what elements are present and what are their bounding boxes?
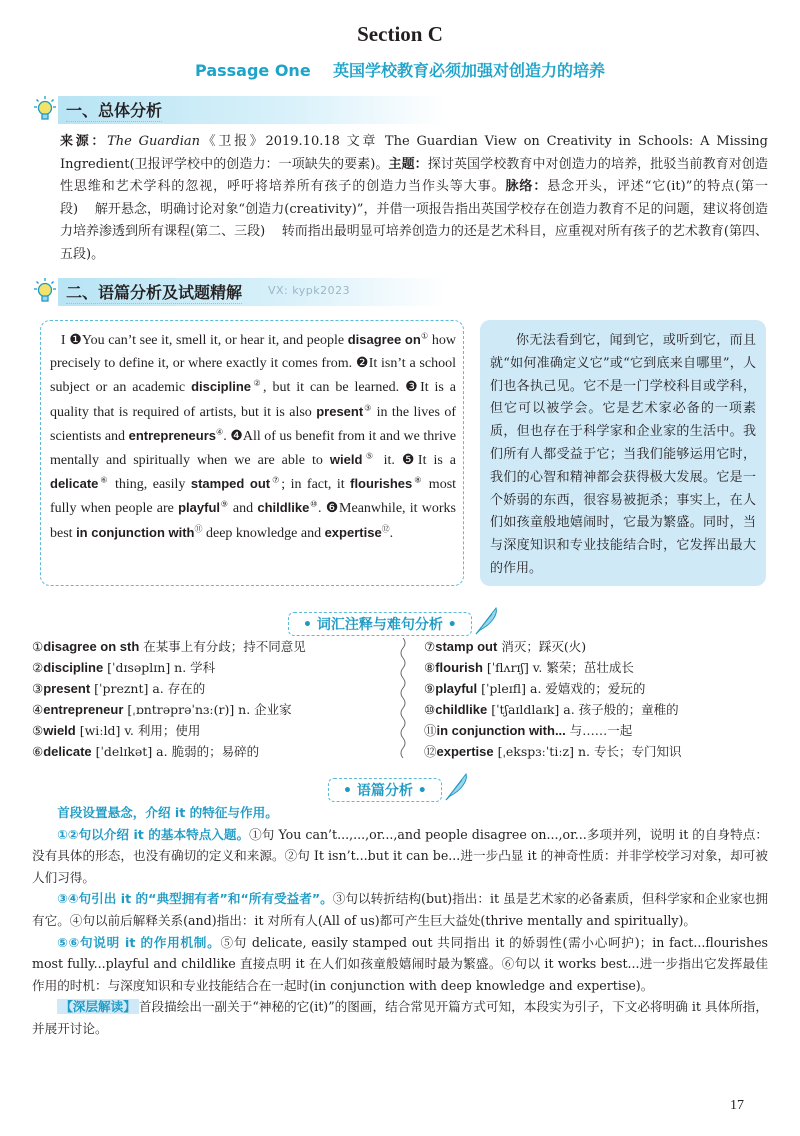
sentence-number: ❺ (401, 453, 418, 469)
context-text-3: 转而指出最明显可培养创造力的还是艺术科目，应重视对所有孩子的艺术教育(第四、五段)。 (60, 224, 768, 262)
section-title: Section C (357, 22, 443, 46)
passage-span: It is a (417, 453, 457, 469)
vocab-definition: [ˈpreznt] a. 存在的 (90, 681, 206, 696)
vocab-number: ⑩ (424, 702, 436, 717)
note-ref: ④ (216, 427, 224, 437)
vocab-word: wield (329, 452, 363, 468)
note-ref: ① (420, 331, 429, 341)
vocab-number: ⑨ (424, 681, 436, 696)
vocab-definition: [wiːld] v. 利用；使用 (75, 723, 201, 738)
discourse-heading: • 语篇分析 • (328, 778, 442, 802)
vocab-number: ⑥ (32, 744, 44, 759)
lightbulb-icon (32, 95, 58, 125)
vocab-list-right (424, 636, 774, 762)
passage-span: ; in fact, it (281, 477, 351, 493)
vocab-word: delicate (50, 476, 99, 492)
vocab-term: discipline (43, 660, 104, 675)
vocab-word: disagree on (347, 332, 421, 347)
passage-span: , but it can be learned. (263, 380, 406, 396)
passage-span: in the lives of scientists and (50, 404, 456, 444)
note-ref: ⑧ (412, 475, 424, 485)
point-1-text: ①句 You can’t...,...,or...,and people disagree on...,or...多项并列，说明 it 的自身特点：没有具体的形态，也没有确切的定义和来源。②句 It isn’t...but it can be...进一步凸显 it 的神奇性质：并非学校学习对象，却可被人们习得。 (32, 826, 768, 885)
point-3-heading: ⑤⑥句说明 it 的作用机制。 (57, 934, 221, 950)
vocab-definition: 与……一起 (565, 723, 633, 738)
vocab-entry (424, 720, 774, 741)
vocab-number: ⑧ (424, 660, 436, 675)
vocab-word: discipline (191, 379, 252, 395)
point-1-heading: ①②句以介绍 it 的基本特点入题。 (57, 826, 250, 842)
discourse-analysis (32, 802, 768, 1040)
note-ref: ⑫ (381, 523, 390, 533)
vocab-entry (424, 678, 774, 699)
point-3-text: ⑤句 delicate, easily stamped out 共同指出 it 的娇弱性(需小心呵护)；in fact...flourishes most fully...playful and childlike 直接点明 it 在人们如孩童般嬉闹时最为繁盛。⑥句以 it works best...进一步指出它发挥最佳作用的时机：与深度知识和专业技能结合在一起时(in conjunction with deep knowledge and expertise)。 (32, 934, 768, 993)
theme-label: 主题： (388, 156, 428, 172)
sentence-number: ❶ (69, 333, 82, 348)
vocab-definition: [ˌekspɜːˈtiːz] n. 专长；专门知识 (493, 744, 682, 759)
vocab-number: ④ (32, 702, 44, 717)
vocab-definition: 消灭；踩灭(火) (497, 639, 587, 654)
vocab-definition: 在某事上有分歧；持不同意见 (139, 639, 306, 654)
note-ref: ⑥ (98, 475, 110, 485)
vocab-definition: [ˈtʃaɪldlaɪk] a. 孩子般的；童稚的 (487, 702, 679, 717)
passage-span: It isn’t a school subject or an academic (50, 356, 456, 396)
note-ref: ⑦ (270, 475, 282, 485)
analysis-heading: 二、语篇分析及试题精解 (66, 280, 242, 304)
vocab-entry (32, 699, 392, 720)
page-number: 17 (730, 1098, 744, 1113)
overview-heading: 一、总体分析 (66, 98, 162, 122)
vocab-entry (424, 657, 774, 678)
vocab-word: present (316, 403, 364, 419)
vocab-number: ⑤ (32, 723, 44, 738)
passage-span: deep knowledge and (202, 525, 325, 541)
translation-text: 你无法看到它，闻到它，或听到它，而且就“如何准确定义它”或“它到底来自哪里”，人们也各执己见。它不是一门学校科目或学科，但它可以被学会。它是艺术家必备的一项素质，但也存在于科学家和企业家的生活中。我们所有人都受益于它；当我们能够运用它时，我们的心智和精神都会获得极大发展。它是一个娇弱的东西，很容易被扼杀；事实上，在人们如孩童般地嬉闹时，它最为繁盛。同时，当与深度知识和专业技能结合时，它发挥出最大的作用。 (490, 333, 756, 576)
note-ref: ⑪ (194, 523, 203, 533)
note-ref: ⑤ (362, 451, 377, 461)
vocab-entry (32, 741, 392, 762)
passage-title (0, 58, 800, 81)
paragraph-number: I (60, 333, 66, 348)
source-text: 《卫报》2019.10.18 文章 The Guardian View on Creativity in Schools: A Missing Ingredient(卫报评学校中的创造力：一项缺失的要素)。 (60, 134, 768, 172)
discourse-heading-group (328, 770, 470, 802)
vocab-entry (32, 720, 392, 741)
vocab-term: entrepreneur (43, 702, 124, 717)
watermark: VX: kypk2023 (268, 284, 351, 297)
vocab-term: disagree on sth (43, 639, 140, 654)
vocab-number: ⑦ (424, 639, 436, 654)
point-2-text: ③句以转折结构(but)指出：it 虽是艺术家的必备素质，但科学家和企业家也拥有它。④句以前后解释关系(and)指出：it 对所有人(All of us)都可产生巨大益处(thrive mentally and spiritually)。 (32, 891, 768, 928)
vocab-number: ③ (32, 681, 44, 696)
passage-span: . (389, 525, 394, 541)
sentence-number: ❸ (405, 380, 421, 396)
vocab-definition: [ˌɒntrəprəˈnɜː(r)] n. 企业家 (123, 702, 292, 717)
feather-pen-icon (472, 604, 500, 636)
feather-pen-icon (442, 770, 470, 802)
vocab-entry (424, 636, 774, 657)
vocab-term: wield (43, 723, 76, 738)
overview-paragraph (60, 131, 768, 266)
source-label: 来源： (60, 134, 108, 149)
passage-span: thing, easily (109, 477, 191, 493)
vocab-word: stamped out (190, 476, 271, 492)
vocab-heading: • 词汇注释与难句分析 • (288, 612, 472, 636)
vocab-term: expertise (436, 744, 494, 759)
discourse-lead: 首段设置悬念，介绍 it 的特征与作用。 (57, 805, 278, 820)
context-text-2: 解开悬念，明确讨论对象“创造力(creativity)”，并借一项报告指出英国学校存在创造力教育不足的问题，建议将创造力培养渗透到所有课程(第二、三段) (60, 201, 768, 239)
context-label: 脉络： (505, 179, 548, 194)
passage-span: Meanwhile, it works best (50, 501, 456, 541)
overview-banner (32, 94, 446, 126)
vocab-term: stamp out (435, 639, 498, 654)
lightbulb-icon (32, 277, 58, 307)
note-ref: ③ (363, 402, 373, 412)
vocab-number: ⑫ (424, 744, 437, 759)
vocab-word: childlike (257, 500, 310, 516)
vocab-heading-group (288, 604, 500, 636)
passage-span: and (228, 501, 258, 517)
vocab-definition: [ˈdelɪkət] a. 脆弱的；易碎的 (91, 744, 260, 759)
vocab-word: playful (178, 500, 221, 516)
passage-span: You can’t see it, smell it, or hear it, and people (81, 333, 348, 348)
vocab-list-left (32, 636, 392, 762)
passage-span: it. (376, 453, 402, 469)
vocab-entry (424, 741, 774, 762)
vocab-term: playful (435, 681, 478, 696)
sentence-number: ❻ (325, 501, 340, 517)
passage-label: Passage One (195, 61, 311, 80)
vocab-number: ① (32, 639, 44, 654)
passage-span: . (223, 428, 231, 444)
analysis-banner (32, 276, 446, 308)
vocab-term: present (43, 681, 91, 696)
passage-span: . (318, 501, 326, 517)
vocab-word: in conjunction with (76, 524, 195, 540)
vocab-word: expertise (324, 524, 382, 540)
point-2-heading: ③④句引出 it 的“典型拥有者”和“所有受益者”。 (57, 891, 333, 907)
vocab-entry (32, 657, 392, 678)
vocab-term: delicate (43, 744, 92, 759)
context-text-1: 悬念开头，评述“它(it)”的特点(第一段) (60, 179, 768, 217)
vocab-definition: [ˈdɪsəplɪn] n. 学科 (103, 660, 216, 675)
note-ref: ② (251, 378, 264, 388)
sentence-number: ❷ (355, 356, 369, 372)
wavy-divider (398, 638, 408, 763)
note-ref: ⑩ (309, 499, 319, 509)
vocab-number: ② (32, 660, 44, 675)
vocab-term: flourish (435, 660, 483, 675)
vocab-entry (424, 699, 774, 720)
note-ref: ⑨ (220, 499, 229, 509)
vocab-entry (32, 636, 392, 657)
vocab-word: entrepreneurs (128, 427, 217, 443)
deep-reading-label: 【深层解读】 (57, 999, 139, 1014)
vocab-definition: [ˈpleɪfl] a. 爱嬉戏的；爱玩的 (477, 681, 646, 696)
sentence-number: ❹ (230, 428, 243, 444)
passage-text (50, 328, 456, 545)
passage-span: All of us benefit from it and we thrive mentally and spiritually when we are able to (50, 428, 457, 469)
vocab-term: childlike (435, 702, 488, 717)
theme-text: 探讨英国学校教育中对创造力的培养，批驳当前教育对创造性思维和艺术学科的忽视，呼吁将培养所有孩子的创造力当作头等大事。 (60, 156, 768, 194)
passage-span: It is a quality that is required of artists, but it is also (50, 380, 457, 420)
source-publication: The Guardian (107, 134, 200, 149)
vocab-definition: [ˈflʌrɪʃ] v. 繁荣；茁壮成长 (482, 660, 634, 675)
passage-span: how precisely to define it, or where exactly it comes from. (50, 333, 457, 372)
passage-title-text: 英国学校教育必须加强对创造力的培养 (332, 61, 605, 80)
vocab-number: ⑪ (424, 723, 437, 738)
vocab-word: flourishes (350, 476, 413, 492)
passage-span: most fully when people are (50, 477, 457, 517)
vocab-term: in conjunction with... (436, 723, 566, 738)
vocab-entry (32, 678, 392, 699)
deep-reading-text: 首段描绘出一副关于“神秘的它(it)”的图画，结合常见开篇方式可知，本段实为引子，下文必将明确 it 具体所指，并展开讨论。 (32, 999, 769, 1036)
